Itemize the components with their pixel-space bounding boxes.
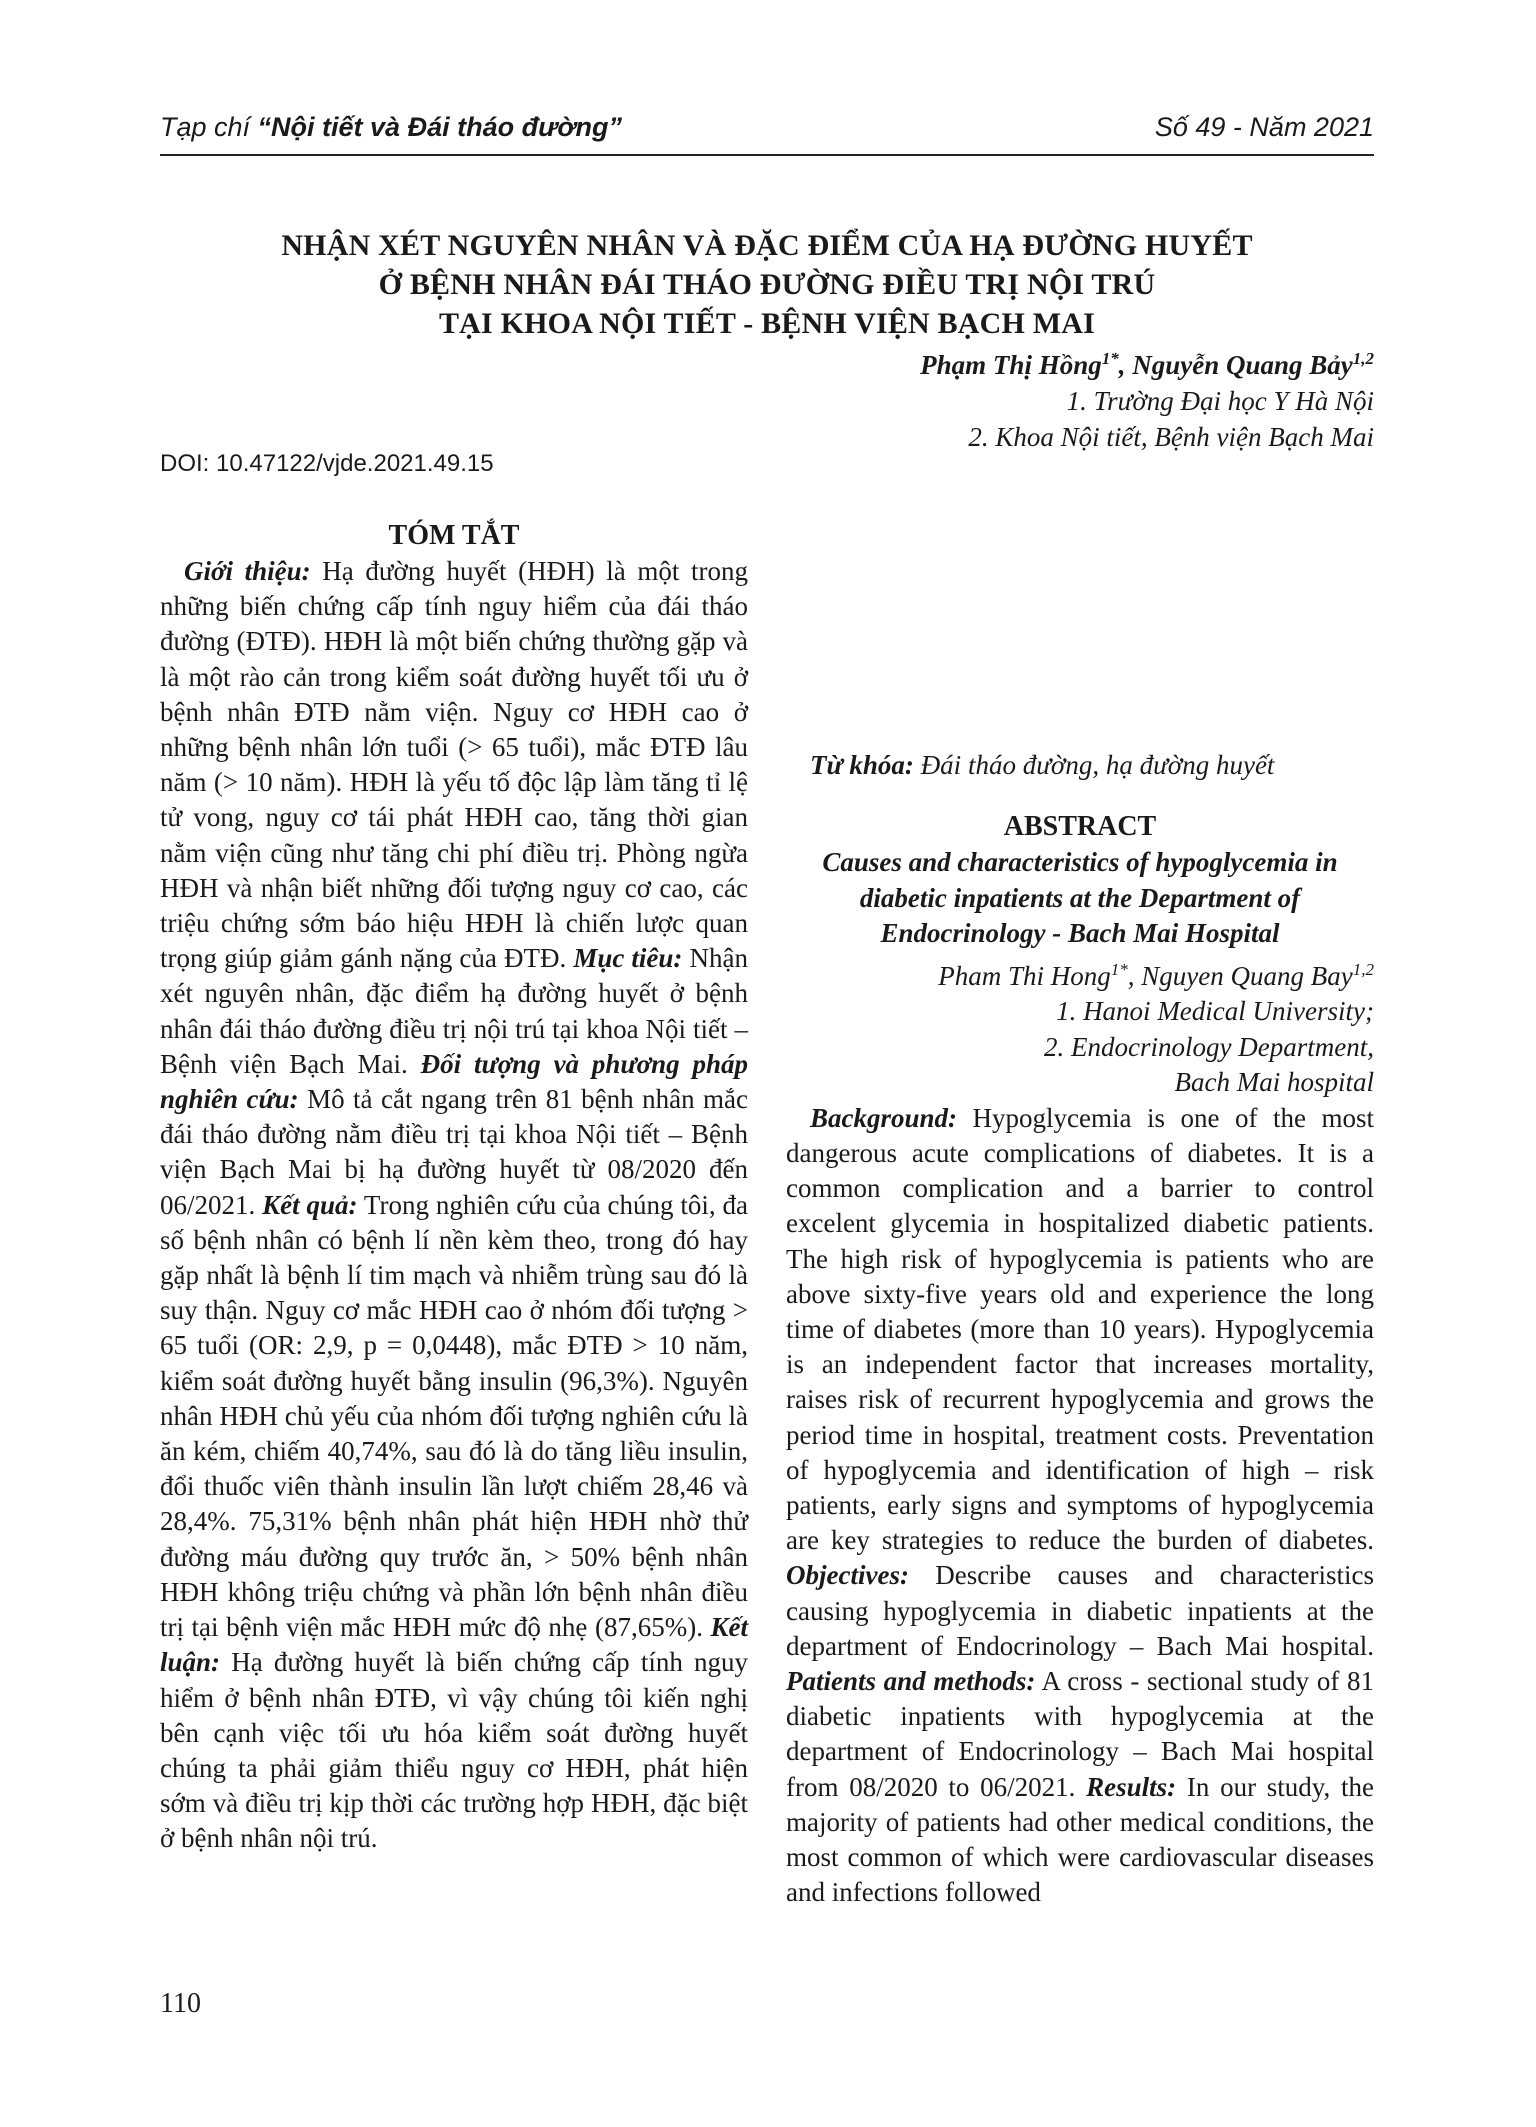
page-number: 110 (160, 1988, 201, 2019)
title-line-3: TẠI KHOA NỘI TIẾT - BỆNH VIỆN BẠCH MAI (438, 307, 1096, 340)
affiliation-1: 1. Trường Đại học Y Hà Nội (1066, 386, 1374, 416)
doi[interactable]: DOI: 10.47122/vjde.2021.49.15 (160, 450, 494, 477)
right-column (786, 518, 1374, 1910)
abstract-authors: Pham Thi Hong$^{1*}$, Nguyen Quang Bay$^{1,2}$ 1. Hanoi Medical University; 2. Endocrinology Department, Bach Mai hospital (938, 959, 1374, 1098)
abstract-paragraph: Background: Hypoglycemia is one of the most dangerous acute complications of diabetes. It is a common complication and a barrier to control excelent glycemia in hospitalized diabetic patients. The high risk of hypoglycemia is patients who are above sixty-five years old and experience the long time of diabetes (more than 10 years). Hypoglycemia is an independent factor that increases mortality, raises risk of recurrent hypoglycemia and grows the period time in hospital, treatment costs. Preventation of hypoglycemia and identification of high – risk patients, early signs and symptoms of hypoglycemia are key strategies to reduce the burden of diabetes. Objectives: Describe causes and characteristics causing hypoglycemia in diabetic inpatients at the department of Endocrinology – Bach Mai hospital. Patients and methods: A cross - sectional study of 81 diabetic inpatients with hypoglycemia at the department of Endocrinology – Bach Mai hospital from 08/2020 to 06/2021. Results: In our study, the majority of patients had other medical conditions, the most common of which were cardiovascular diseases and infections followed (786, 1102, 1374, 1908)
author-block (920, 341, 1374, 455)
affiliation-2: 2. Khoa Nội tiết, Bệnh viện Bạch Mai (968, 422, 1374, 452)
running-header (160, 112, 1374, 152)
summary-heading: TÓM TẮT (388, 520, 520, 551)
author-names: Phạm Thị Hồng$^{1*}$, Nguyễn Quang Bảy$^{1,2}$ (920, 349, 1374, 380)
abstract-heading: ABSTRACT (1003, 811, 1157, 843)
summary-paragraph: Giới thiệu: Hạ đường huyết (HĐH) là một trong những biến chứng cấp tính nguy hiểm của đái tháo đường (ĐTĐ). HĐH là một biến chứng thường gặp và là một rào cản trong kiểm soát đường huyết tối ưu ở bệnh nhân ĐTĐ nằm viện. Nguy cơ HĐH cao ở những bệnh nhân lớn tuổi (> 65 tuổi), mắc ĐTĐ lâu năm (> 10 năm). HĐH là yếu tố độc lập làm tăng tỉ lệ tử vong, nguy cơ tái phát HĐH cao, tăng thời gian nằm viện cũng như tăng chi phí điều trị. Phòng ngừa HĐH và nhận biết những đối tượng nguy cơ cao, các triệu chứng sớm báo hiệu HĐH là chiến lược quan trọng giúp giảm gánh nặng của ĐTĐ. Mục tiêu: Nhận xét nguyên nhân, đặc điểm hạ đường huyết ở bệnh nhân đái tháo đường điều trị nội trú tại khoa Nội tiết – Bệnh viện Bạch Mai. Đối tượng và phương pháp nghiên cứu: Mô tả cắt ngang trên 81 bệnh nhân mắc đái tháo đường nằm điều trị tại khoa Nội tiết – Bệnh viện Bạch Mai bị hạ đường huyết từ 08/2020 đến 06/2021. Kết quả: Trong nghiên cứu của chúng tôi, đa số bệnh nhân có bệnh lí nền kèm theo, trong đó hay gặp nhất là bệnh lí tim mạch và nhiễm trùng sau đó là suy thận. Nguy cơ mắc HĐH cao ở nhóm đối tượng > 65 tuổi (OR: 2,9, p = 0,0448), mắc ĐTĐ > 10 năm, kiểm soát đường huyết bằng insulin (96,3%). Nguyên nhân HĐH chủ yếu của nhóm đối tượng nghiên cứu là ăn kém, chiếm 40,74%, sau đó là do tăng liều insulin, đổi thuốc viên thành insulin lần lượt chiếm 28,46 và 28,4%. 75,31% bệnh nhân phát hiện HĐH nhờ thử đường máu đường quy trước ăn, > 50% bệnh nhân HĐH không triệu chứng và phần lớn bệnh nhân điều trị tại bệnh viện mắc HĐH mức độ nhẹ (87,65%). Kết luận: Hạ đường huyết là biến chứng cấp tính nguy hiểm ở bệnh nhân ĐTĐ, vì vậy chúng tôi kiến nghị bên cạnh việc tối ưu hóa kiểm soát đường huyết chúng ta phải giảm thiểu nguy cơ HĐH, phát hiện sớm và điều trị kịp thời các trường hợp HĐH, đặc biệt ở bệnh nhân nội trú. (160, 556, 749, 1854)
journal-title: Tạp chí “Nội tiết và Đái tháo đường” (160, 112, 622, 142)
left-column (160, 518, 748, 1857)
issue-number: Số 49 - Năm 2021 (1154, 112, 1374, 142)
title-line-2: Ở BỆNH NHÂN ĐÁI THÁO ĐƯỜNG ĐIỀU TRỊ NỘI TRÚ (378, 268, 1156, 301)
paper-title (160, 226, 1374, 343)
header-rule (160, 154, 1374, 156)
abstract-title: Causes and characteristics of hypoglycemia in diabetic inpatients at the Department of Endocrinology - Bach Mai Hospital (822, 847, 1338, 949)
keywords: Từ khóa: Đái tháo đường, hạ đường huyết (810, 750, 1275, 780)
title-line-1: NHẬN XÉT NGUYÊN NHÂN VÀ ĐẶC ĐIỂM CỦA HẠ ĐƯỜNG HUYẾT (281, 229, 1253, 262)
